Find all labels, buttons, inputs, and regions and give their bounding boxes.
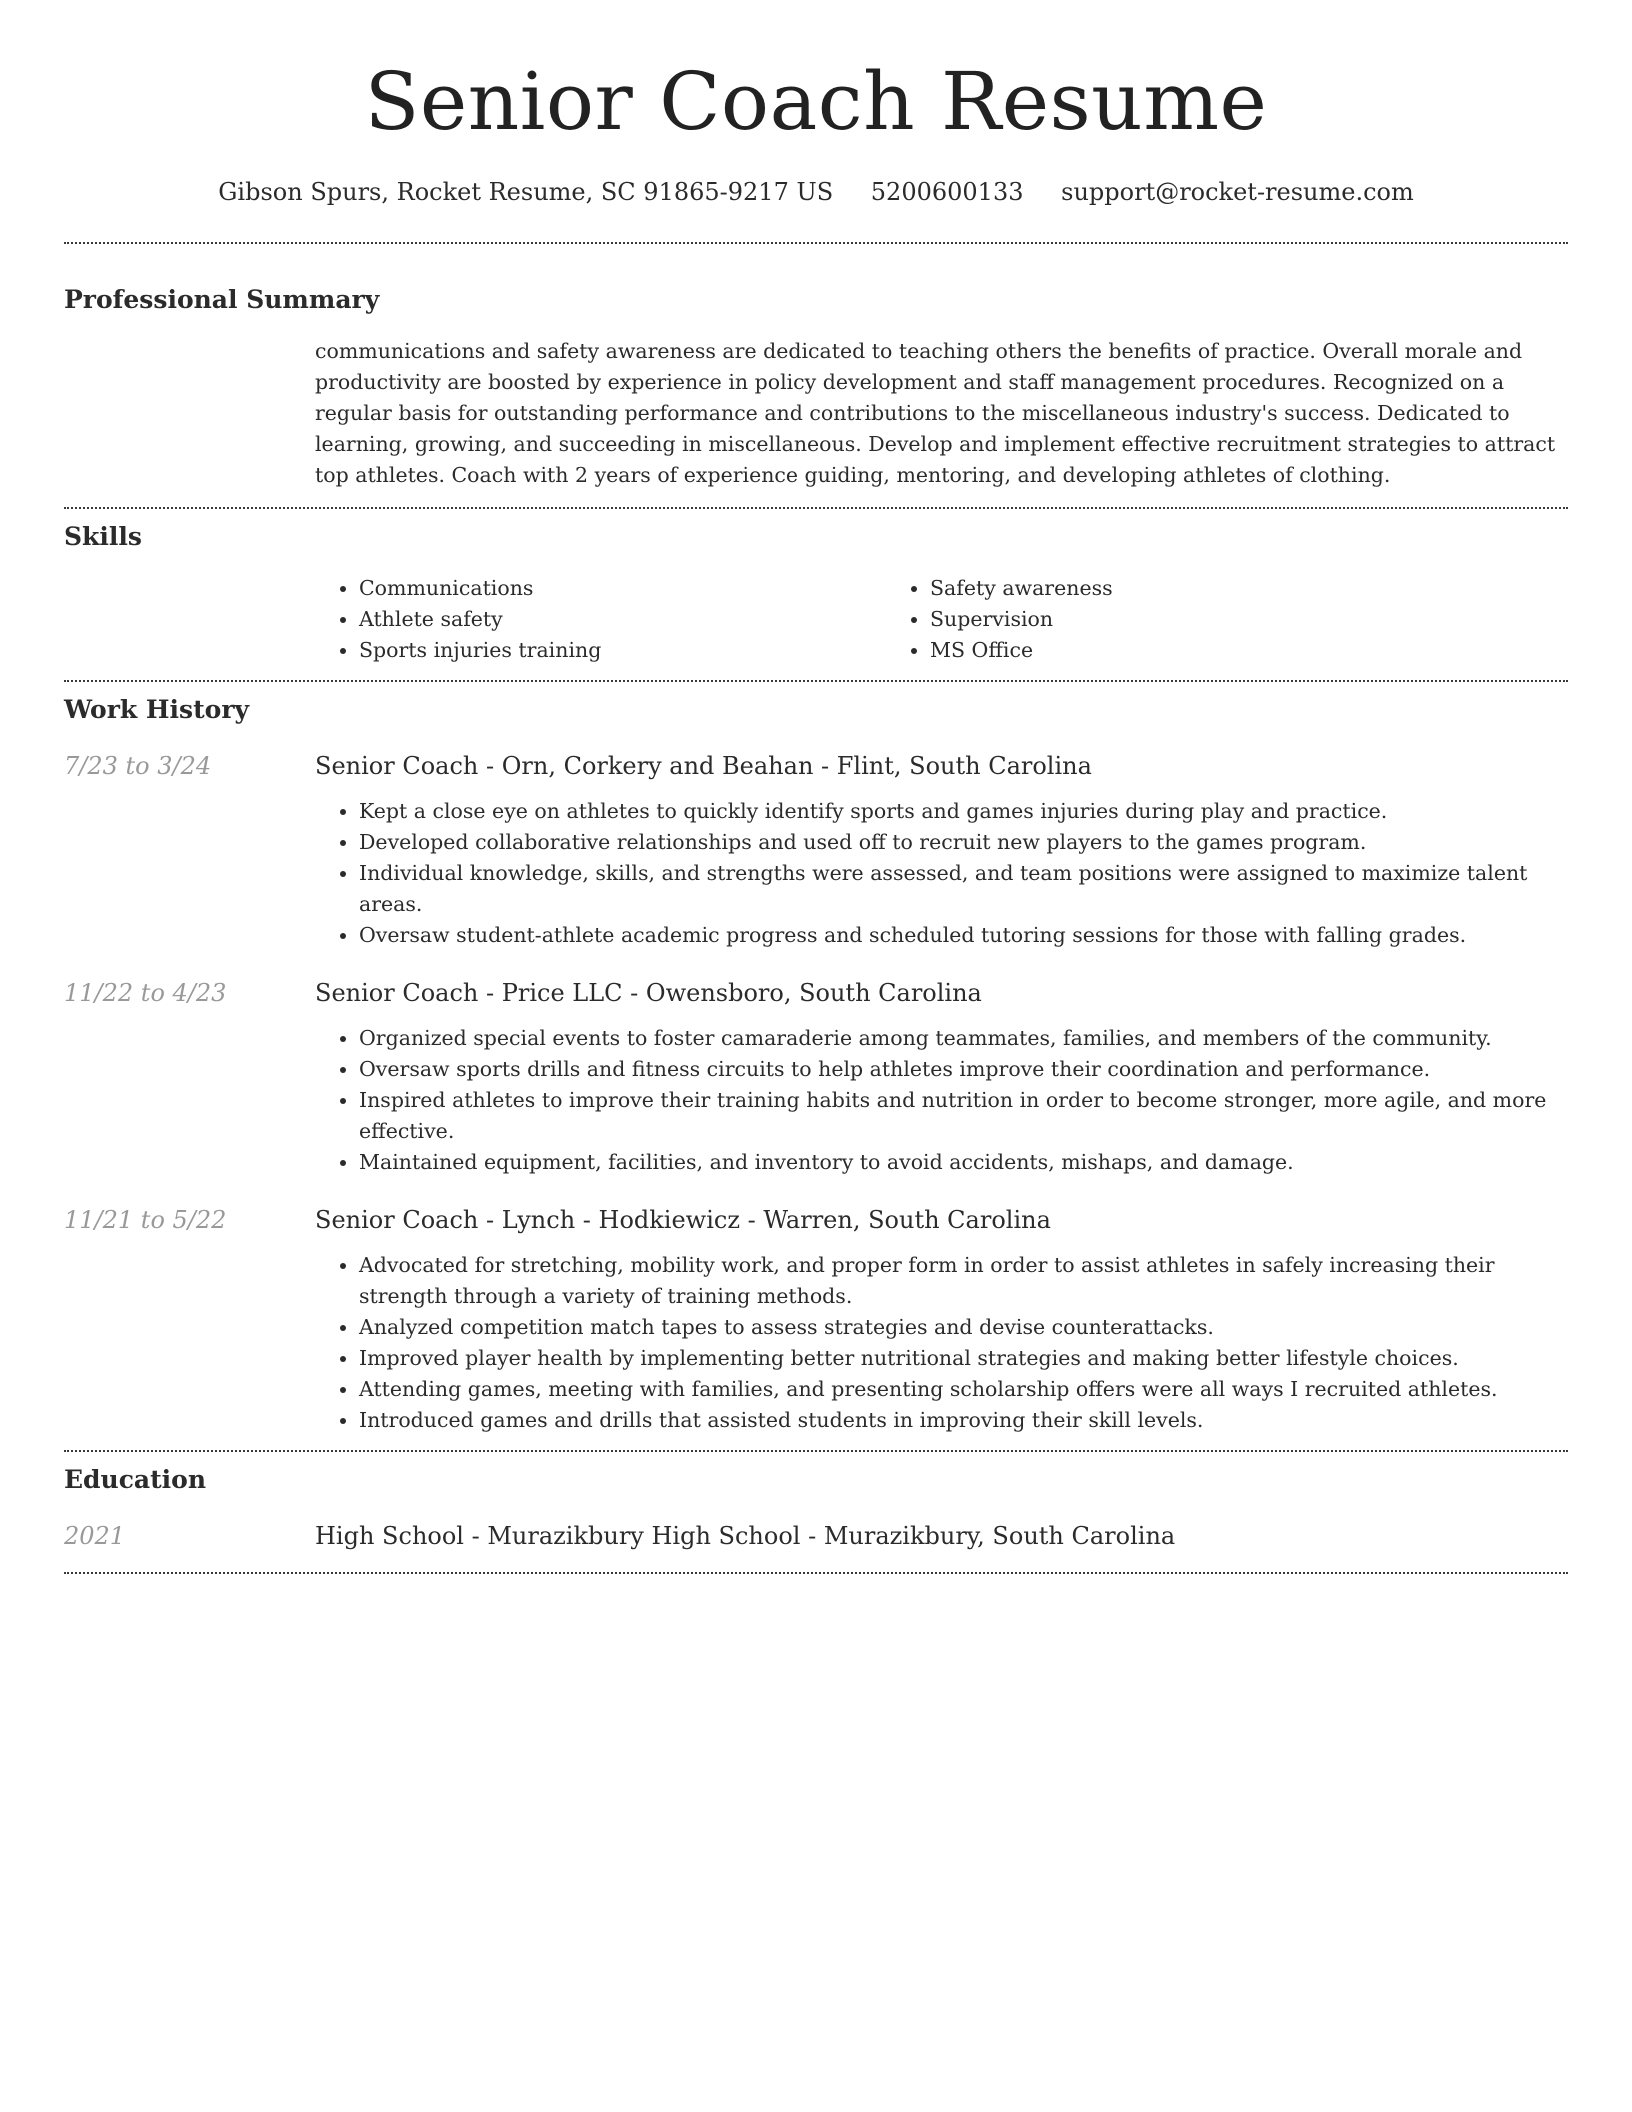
job-title: Senior Coach - Price LLC - Owensboro, South Carolina — [315, 979, 982, 1007]
job-date: 11/22 to 4/23 — [64, 979, 227, 1007]
job-body — [315, 977, 1568, 1178]
skills-column-left — [315, 573, 886, 666]
work-divider — [64, 1450, 1568, 1452]
skill-item: • MS Office — [930, 635, 1457, 666]
education-section — [64, 1464, 1568, 1552]
job-bullet: • Oversaw student-athlete academic progress and scheduled tutoring sessions for those with falling grades. — [359, 920, 1568, 951]
education-divider — [64, 1572, 1568, 1574]
education-date: 2021 — [64, 1522, 126, 1550]
skill-item: • Sports injuries training — [359, 635, 886, 666]
skill-item: • Communications — [359, 573, 886, 604]
header-divider — [64, 242, 1568, 244]
contact-line — [64, 176, 1568, 208]
skills-divider — [64, 680, 1568, 682]
skills-column-right — [886, 573, 1457, 666]
job-bullet: • Developed collaborative relationships and used off to recruit new players to the games program. — [359, 827, 1568, 858]
summary-section — [64, 284, 1568, 491]
job-bullets — [315, 1023, 1568, 1178]
education-heading: Education — [64, 1465, 207, 1494]
job-body — [315, 1204, 1568, 1436]
job-entry — [64, 977, 1568, 1178]
summary-divider — [64, 507, 1568, 509]
job-bullets — [315, 1250, 1568, 1436]
job-bullet: • Analyzed competition match tapes to assess strategies and devise counterattacks. — [359, 1312, 1568, 1343]
job-bullet: • Organized special events to foster camaraderie among teammates, families, and members of the community. — [359, 1023, 1568, 1054]
contact-email: support@rocket-resume.com — [1061, 178, 1414, 206]
contact-address: Gibson Spurs, Rocket Resume, SC 91865-9217 US — [218, 178, 834, 206]
job-bullet: • Improved player health by implementing better nutritional strategies and making better lifestyle choices. — [359, 1343, 1568, 1374]
skill-item: • Athlete safety — [359, 604, 886, 635]
education-entry — [64, 1520, 1568, 1552]
work-heading: Work History — [64, 695, 250, 724]
job-bullet: • Inspired athletes to improve their training habits and nutrition in order to become stronger, more agile, and more effective. — [359, 1085, 1568, 1147]
job-bullet: • Individual knowledge, skills, and strengths were assessed, and team positions were assigned to maximize talent areas. — [359, 858, 1568, 920]
skill-item: • Safety awareness — [930, 573, 1457, 604]
job-body — [315, 750, 1568, 951]
job-bullet: • Introduced games and drills that assisted students in improving their skill levels. — [359, 1405, 1568, 1436]
job-bullets — [315, 796, 1568, 951]
job-title: Senior Coach - Orn, Corkery and Beahan - Flint, South Carolina — [315, 752, 1092, 780]
job-entry — [64, 750, 1568, 951]
skills-heading: Skills — [64, 522, 142, 551]
job-bullet: • Advocated for stretching, mobility work, and proper form in order to assist athletes in safely increasing their strength through a variety of training methods. — [359, 1250, 1568, 1312]
job-title: Senior Coach - Lynch - Hodkiewicz - Warren, South Carolina — [315, 1206, 1051, 1234]
summary-text: communications and safety awareness are dedicated to teaching others the benefits of practice. Overall morale and productivity are boosted by experience in policy development and staff management procedures. Recognized on a regular basis for outstanding performance and contributions to the miscellaneous industry's success. Dedicated to learning, growing, and succeeding in miscellaneous. Develop and implement effective recruitment strategies to attract top athletes. Coach with 2 years of experience guiding, mentoring, and developing athletes of clothing. — [315, 339, 1556, 487]
job-bullet: • Kept a close eye on athletes to quickly identify sports and games injuries during play and practice. — [359, 796, 1568, 827]
summary-heading: Professional Summary — [64, 285, 380, 314]
job-date: 7/23 to 3/24 — [64, 752, 212, 780]
skill-item: • Supervision — [930, 604, 1457, 635]
job-bullet: • Maintained equipment, facilities, and inventory to avoid accidents, mishaps, and damage. — [359, 1147, 1568, 1178]
skills-list — [315, 573, 1568, 666]
work-section — [64, 694, 1568, 1436]
resume-title: Senior Coach Resume — [364, 55, 1268, 148]
job-bullet: • Attending games, meeting with families, and presenting scholarship offers were all ways I recruited athletes. — [359, 1374, 1568, 1405]
job-entry — [64, 1204, 1568, 1436]
contact-phone: 5200600133 — [870, 178, 1024, 206]
education-title: High School - Murazikbury High School - Murazikbury, South Carolina — [315, 1522, 1176, 1550]
skills-section — [64, 521, 1568, 666]
job-bullet: • Oversaw sports drills and fitness circuits to help athletes improve their coordination and performance. — [359, 1054, 1568, 1085]
job-date: 11/21 to 5/22 — [64, 1206, 227, 1234]
